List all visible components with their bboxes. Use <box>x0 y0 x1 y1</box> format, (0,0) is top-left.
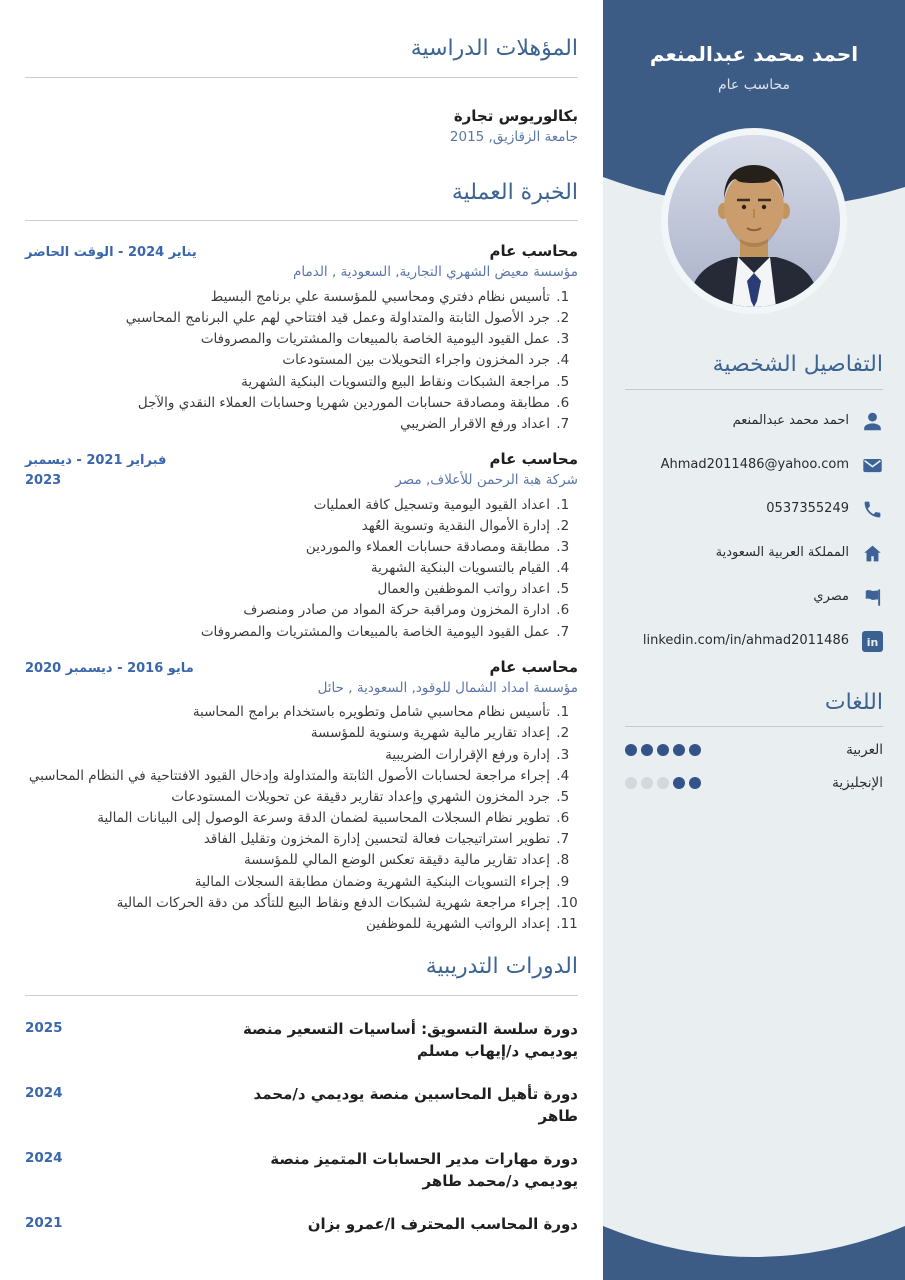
svg-text:in: in <box>866 636 879 650</box>
duty-item: 2. إعداد تقارير مالية شهرية وسنوية للمؤسسة <box>25 724 552 743</box>
divider <box>25 220 578 221</box>
duty-item: 3. عمل القيود اليومية الخاصة بالمبيعات والمشتريات والمصروفات <box>25 330 552 349</box>
course-title: دورة مهارات مدير الحسابات المتميز منصة يوديمي د/محمد طاهر <box>270 1149 578 1191</box>
contact-row-phone <box>625 498 883 522</box>
flag-icon <box>862 587 883 608</box>
duty-item: 11. إعداد الرواتب الشهرية للموظفين <box>25 915 552 934</box>
duty-item: 4. إجراء مراجعة لحسابات الأصول الثابتة والمتداولة وإدخال القيود الافتتاحية في النظام المحاسبي <box>25 767 552 786</box>
level-dot-empty <box>657 777 669 789</box>
phone-icon <box>862 499 883 520</box>
language-level-dots <box>625 744 701 756</box>
duty-item: 1. تأسيس نظام دفتري ومحاسبي للمؤسسة علي برنامج البسيط <box>25 288 552 307</box>
duty-item: 6. مطابقة ومصادقة حسابات الموردين شهريا وحسابات العملاء النقدي والآجل <box>25 394 552 413</box>
level-dot-filled <box>657 744 669 756</box>
candidate-name: احمد محمد عبدالمنعم <box>649 42 859 66</box>
divider <box>25 995 578 996</box>
duties-list <box>25 703 578 934</box>
job-entry-3 <box>25 657 578 934</box>
course-entry <box>25 1213 578 1236</box>
contact-name-value: احمد محمد عبدالمنعم <box>732 413 849 429</box>
course-year: 2025 <box>25 1019 63 1036</box>
education-entry <box>25 106 578 148</box>
job-title: محاسب عام <box>489 657 578 676</box>
job-dates: فبراير 2021 - ديسمبر 2023 <box>25 453 167 489</box>
avatar-illustration <box>668 135 840 307</box>
level-dot-empty <box>641 777 653 789</box>
courses-list <box>25 1018 578 1236</box>
language-row-english <box>625 775 883 791</box>
language-label: العربية <box>846 742 883 759</box>
envelope-icon <box>862 455 883 476</box>
level-dot-filled <box>673 744 685 756</box>
duty-item: 5. مراجعة الشبكات ونقاط البيع والتسويات البنكية الشهرية <box>25 373 552 392</box>
job-title: محاسب عام <box>489 450 578 469</box>
duty-item: 3. مطابقة ومصادقة حسابات العملاء والموردين <box>25 538 552 557</box>
duty-item: 5. اعداد رواتب الموظفين والعمال <box>25 580 552 599</box>
personal-details-heading: التفاصيل الشخصية <box>712 352 883 377</box>
course-title: دورة سلسة التسويق: أساسيات التسعير منصة يوديمي د/إيهاب مسلم <box>242 1019 578 1061</box>
duty-item: 9. إجراء التسويات البنكية الشهرية وضمان مطابقة السجلات المالية <box>25 873 552 892</box>
duty-item: 10. إجراء مراجعة شهرية لشبكات الدفع ونقاط البيع للتأكد من دقة الحركات المالية <box>25 894 552 913</box>
contact-linkedin-value[interactable]: linkedin.com/in/ahmad2011486 <box>642 633 849 649</box>
job-entry-1 <box>25 241 578 434</box>
education-heading: المؤهلات الدراسية <box>410 36 578 61</box>
contact-nationality-value: مصري <box>813 589 849 605</box>
level-dot-empty <box>625 777 637 789</box>
candidate-job-title: محاسب عام <box>717 77 791 93</box>
contact-country-value: المملكة العربية السعودية <box>715 545 849 561</box>
language-label: الإنجليزية <box>832 775 883 792</box>
course-title: دورة تأهيل المحاسبين منصة يوديمي د/محمد طاهر <box>253 1084 578 1126</box>
duty-item: 7. تطوير استراتيجيات فعالة لتحسين إدارة المخزون وتقليل الفاقد <box>25 830 552 849</box>
contact-row-linkedin <box>625 630 883 654</box>
duty-item: 3. إدارة ورفع الإقرارات الضريبية <box>25 746 552 765</box>
duty-item: 4. جرد المخزون واجراء التحويلات بين المستودعات <box>25 351 552 370</box>
language-row-arabic <box>625 742 883 758</box>
duty-item: 6. ادارة المخزون ومراقبة حركة المواد من صادر ومنصرف <box>25 601 552 620</box>
level-dot-filled <box>673 777 685 789</box>
course-entry <box>25 1148 578 1193</box>
duty-item: 1. تأسيس نظام محاسبي شامل وتطويره باستخدام برامج المحاسبة <box>25 703 552 722</box>
home-icon <box>862 543 883 564</box>
duty-item: 7. عمل القيود اليومية الخاصة بالمبيعات والمشتريات والمصروفات <box>25 623 552 642</box>
divider <box>25 77 578 78</box>
level-dot-filled <box>641 744 653 756</box>
course-title: دورة المحاسب المحترف ا/عمرو بزان <box>307 1214 578 1233</box>
profile-photo <box>661 128 847 314</box>
course-year: 2024 <box>25 1084 63 1101</box>
sidebar <box>603 0 905 1280</box>
courses-heading: الدورات التدريبية <box>425 953 578 979</box>
level-dot-filled <box>689 777 701 789</box>
user-icon <box>862 411 883 432</box>
duties-list <box>25 288 578 434</box>
linkedin-icon <box>862 631 883 652</box>
duties-list <box>25 496 578 642</box>
course-year: 2024 <box>25 1149 63 1166</box>
course-year: 2021 <box>25 1214 63 1231</box>
school-name: جامعة الزقازيق, 2015 <box>449 129 578 146</box>
course-entry <box>25 1083 578 1128</box>
contact-row-country <box>625 542 883 566</box>
duty-item: 4. القيام بالتسويات البنكية الشهرية <box>25 559 552 578</box>
job-dates: مايو 2016 - ديسمبر 2020 <box>25 660 194 676</box>
divider <box>625 726 883 727</box>
job-entry-2 <box>25 449 578 642</box>
duty-item: 5. جرد المخزون الشهري وإعداد تقارير دقيقة عن تحويلات المستودعات <box>25 788 552 807</box>
divider <box>625 389 883 390</box>
duty-item: 6. تطوير نظام السجلات المحاسبية لضمان الدقة وسرعة الوصول إلى البيانات المالية <box>25 809 552 828</box>
course-entry <box>25 1018 578 1063</box>
duty-item: 2. جرد الأصول الثابتة والمتداولة وعمل قيد افتتاحي لهم علي البرنامج المحاسبي <box>25 309 552 328</box>
languages-section <box>625 688 883 792</box>
level-dot-filled <box>689 744 701 756</box>
duty-item: 7. اعداد ورفع الاقرار الضريبي <box>25 415 552 434</box>
contact-phone-value: 0537355249 <box>766 501 849 517</box>
level-dot-filled <box>625 744 637 756</box>
contact-list <box>625 410 883 654</box>
language-level-dots <box>625 777 701 789</box>
job-company: مؤسسة معيض الشهري التجارية, السعودية , الدمام <box>293 264 578 281</box>
job-dates: يناير 2024 - الوقت الحاضر <box>25 245 197 261</box>
languages-list <box>625 742 883 791</box>
job-title: محاسب عام <box>489 242 578 261</box>
duty-item: 8. إعداد تقارير مالية دقيقة تعكس الوضع المالي للمؤسسة <box>25 851 552 870</box>
contact-row-name <box>625 410 883 434</box>
experience-heading: الخبرة العملية <box>451 179 578 205</box>
languages-heading: اللغات <box>824 689 883 715</box>
contact-email-value[interactable]: Ahmad2011486@yahoo.com <box>660 457 849 473</box>
degree-title: بكالوريوس تجارة <box>453 106 578 125</box>
contact-row-nationality <box>625 586 883 610</box>
footer-curve <box>603 1192 905 1280</box>
contact-row-email <box>625 454 883 478</box>
job-company: مؤسسة امداد الشمال للوقود, السعودية , حائل <box>317 679 578 696</box>
duty-item: 1. اعداد القيود اليومية وتسجيل كافة العمليات <box>25 496 552 515</box>
duty-item: 2. إدارة الأموال النقدية وتسوية العُهد <box>25 517 552 536</box>
job-company: شركة هبة الرحمن للأعلاف, مصر <box>395 472 578 489</box>
